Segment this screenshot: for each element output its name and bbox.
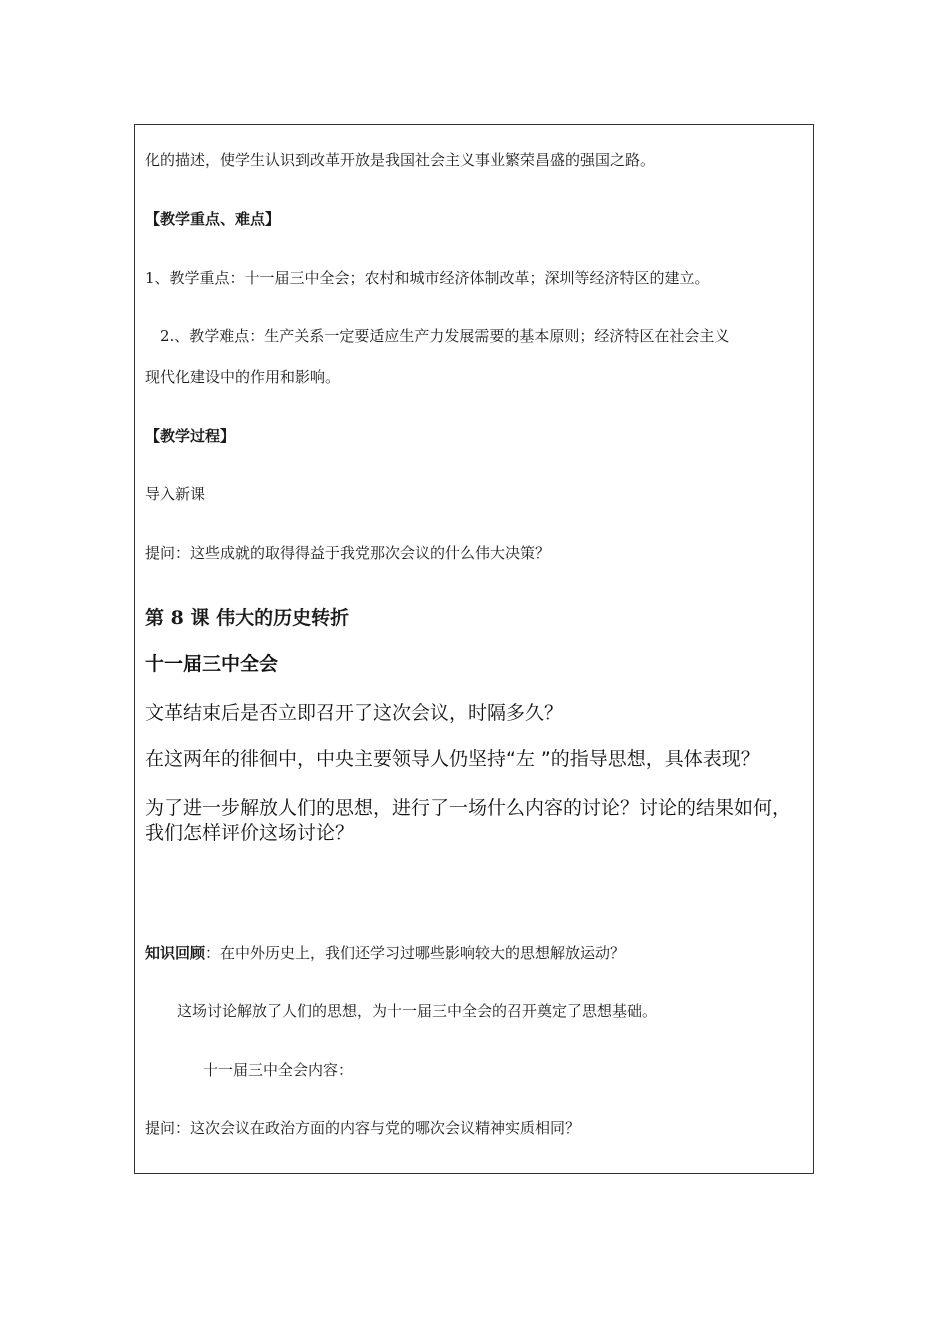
final-question: 提问：这次会议在政治方面的内容与党的哪次会议精神实质相同？: [145, 1119, 581, 1137]
difficult-point-text-continued: 现代化建设中的作用和影响。: [145, 368, 341, 386]
knowledge-review-text: ：在中外历史上，我们还学习过哪些影响较大的思想解放运动？: [205, 944, 626, 962]
section-heading-key-points: 【教学重点、难点】: [145, 210, 281, 228]
lesson-title: 第 8 课 伟大的历史转折: [145, 607, 350, 629]
section-heading-process: 【教学过程】: [145, 427, 236, 445]
knowledge-review-label: 知识回顾: [145, 944, 206, 962]
slide-question-3-continued: 我们怎样评价这场讨论？: [145, 822, 355, 844]
intro-text-line: 化的描述，使学生认识到改革开放是我国社会主义事业繁荣昌盛的强国之路。: [145, 151, 656, 169]
plenum-content-label: 十一届三中全会内容：: [203, 1061, 354, 1079]
slide-question-2: 在这两年的徘徊中，中央主要领导人仍坚持“左 ”的指导思想，具体表现？: [145, 748, 760, 770]
knowledge-review: [145, 943, 625, 963]
difficult-point-text: 2.、教学难点：生产关系一定要适应生产力发展需要的基本原则；经济特区在社会主义: [160, 327, 730, 345]
key-point-text: 1、教学重点：十一届三中全会；农村和城市经济体制改革；深圳等经济特区的建立。: [145, 269, 710, 287]
discussion-summary: 这场讨论解放了人们的思想，为十一届三中全会的召开奠定了思想基础。: [177, 1002, 658, 1020]
intro-new-lesson: 导入新课: [145, 485, 206, 503]
slide-question-3: 为了进一步解放人们的思想，进行了一场什么内容的讨论？讨论的结果如何，: [145, 797, 792, 819]
lesson-subtitle: 十一届三中全会: [145, 653, 279, 675]
slide-question-1: 文革结束后是否立即召开了这次会议，时隔多久？: [145, 702, 564, 724]
question-text: 提问：这些成就的取得得益于我党那次会议的什么伟大决策？: [145, 544, 551, 562]
